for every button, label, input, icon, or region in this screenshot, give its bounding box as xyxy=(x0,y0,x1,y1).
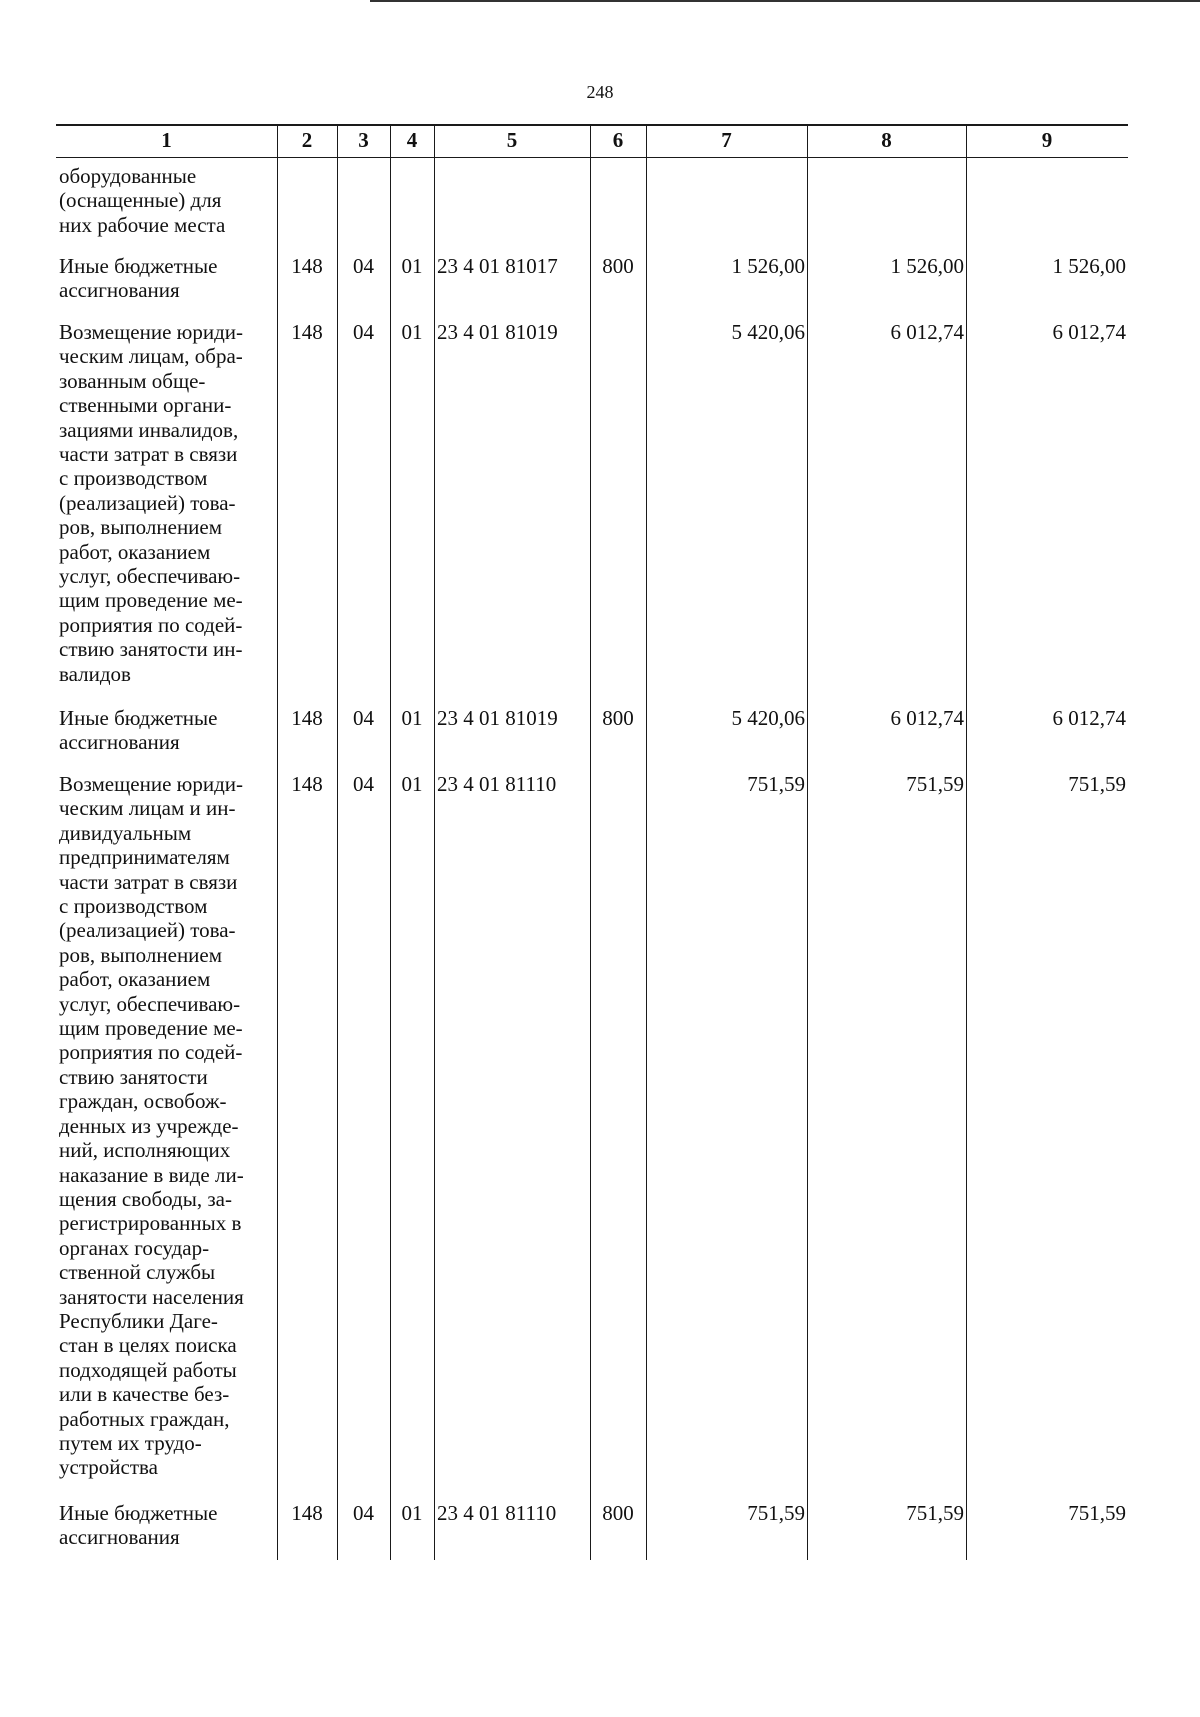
column-header: 6 xyxy=(612,128,624,152)
column-header: 7 xyxy=(721,128,732,152)
table-cell-subsection: 01 xyxy=(401,1501,423,1525)
table-cell-type: 800 xyxy=(602,1501,634,1525)
table-cell-amount: 1 526,00 xyxy=(731,254,805,278)
table-cell-amount: 6 012,74 xyxy=(890,320,964,344)
table-cell-subsection: 01 xyxy=(401,772,423,796)
table-cell-target: 23 4 01 81019 xyxy=(437,706,558,730)
table-cell-subsection: 01 xyxy=(401,254,423,278)
column-header: 5 xyxy=(506,128,518,152)
table-cell-amount: 1 526,00 xyxy=(890,254,964,278)
table-cell-code: 148 xyxy=(291,772,323,796)
table-cell-amount: 6 012,74 xyxy=(1052,320,1126,344)
table-cell-amount: 5 420,06 xyxy=(731,320,805,344)
table-cell-amount: 751,59 xyxy=(906,772,964,796)
table-cell-amount: 5 420,06 xyxy=(731,706,805,730)
header-bottom-rule xyxy=(56,157,1128,158)
table-row-description: оборудованные (оснащенные) для них рабочие места xyxy=(59,164,226,237)
table-cell-code: 148 xyxy=(291,1501,323,1525)
page-number: 248 xyxy=(586,82,614,102)
table-row-description: Иные бюджетные ассигнования xyxy=(59,254,218,303)
table-row-description: Иные бюджетные ассигнования xyxy=(59,706,218,755)
column-header: 3 xyxy=(358,128,369,152)
column-header: 4 xyxy=(406,128,418,152)
column-separator xyxy=(590,124,591,1560)
table-cell-target: 23 4 01 81019 xyxy=(437,320,558,344)
table-cell-amount: 6 012,74 xyxy=(890,706,964,730)
table-cell-target: 23 4 01 81110 xyxy=(437,772,557,796)
table-cell-amount: 6 012,74 xyxy=(1052,706,1126,730)
table-cell-section: 04 xyxy=(353,254,374,278)
table-cell-code: 148 xyxy=(291,254,323,278)
table-cell-amount: 751,59 xyxy=(906,1501,964,1525)
column-header: 2 xyxy=(301,128,313,152)
table-cell-target: 23 4 01 81017 xyxy=(437,254,558,278)
table-top-rule xyxy=(56,124,1128,126)
table-cell-type: 800 xyxy=(602,706,634,730)
table-cell-subsection: 01 xyxy=(401,320,423,344)
top-rule xyxy=(370,0,1200,2)
table-cell-amount: 751,59 xyxy=(747,772,805,796)
table-cell-amount: 751,59 xyxy=(1068,1501,1126,1525)
table-cell-section: 04 xyxy=(353,772,374,796)
table-cell-code: 148 xyxy=(291,706,323,730)
table-cell-amount: 1 526,00 xyxy=(1052,254,1126,278)
table-cell-amount: 751,59 xyxy=(747,1501,805,1525)
table-cell-type: 800 xyxy=(602,254,634,278)
table-cell-section: 04 xyxy=(353,320,374,344)
budget-table xyxy=(56,124,1128,1560)
column-header: 8 xyxy=(881,128,892,152)
column-header: 9 xyxy=(1041,128,1053,152)
table-cell-amount: 751,59 xyxy=(1068,772,1126,796)
table-row-description: Иные бюджетные ассигнования xyxy=(59,1501,218,1550)
table-cell-subsection: 01 xyxy=(401,706,423,730)
table-cell-section: 04 xyxy=(353,1501,374,1525)
column-separator xyxy=(434,124,435,1560)
table-row-description: Возмещение юриди- ческим лицам, обра- зованным обще- ственными органи- зациями инвалидов, части затрат в связи с производством (реализацией) това- ров, выполнением работ, оказанием услуг, обеспечиваю- щим проведение ме- роприятия по содей- ствию занятости ин- валидов xyxy=(59,320,243,686)
table-cell-section: 04 xyxy=(353,706,374,730)
column-header: 1 xyxy=(161,128,172,152)
table-cell-target: 23 4 01 81110 xyxy=(437,1501,557,1525)
table-row-description: Возмещение юриди- ческим лицам и ин- дивидуальным предпринимателям части затрат в связи с производством (реализацией) това- ров, выполнением работ, оказанием услуг, обеспечиваю- щим проведение ме- роприятия по содей- ствию занятости граждан, освобож- денных из учрежде- ний, исполняющих наказание в виде ли- щения свободы, за- регистрированных в органах государ- ственной службы занятости населения Республики Даге- стан в целях поиска подходящей работы или в качестве без- работных граждан, путем их трудо- устройства xyxy=(59,772,244,1480)
table-cell-code: 148 xyxy=(291,320,323,344)
